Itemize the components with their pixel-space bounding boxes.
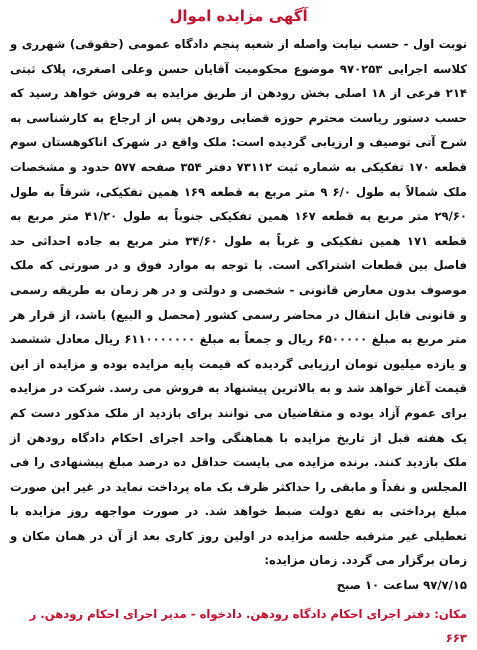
notice-footer: مکان: دفتر اجرای احکام دادگاه رودهن. دادخواه - مدیر اجرای احکام رودهن. ر ۶۶۳ xyxy=(29,606,467,645)
notice-body: نوبت اول - حسب نیابت واصله از شعبه پنجم دادگاه عمومی (حقوقی) شهرری و کلاسه اجرایی ۹۷۰۲۵۳ موضوع محکومیت آقایان حسن وعلی اصغری، پلاک ثبتی ۲۱۴ فرعی از ۱۸ اصلی بخش رودهن از طریق مزایده به فروش خواهد رسید که حسب دستور ریاست محترم حوزه قضایی رودهن پس از ارجاع به کارشناسی به شرح آتی توصیف و ارزیابی گردیده است: ملک واقع در شهرک اناکوهستان سوم قطعه ۱۷۰ تفکیکی به شماره ثبت ۷۳۱۱۲ دفتر ۳۵۴ صفحه ۵۷۷ حدود و مشخصات ملک شمالاً به طول ۶/۰ ۹ متر مربع به قطعه ۱۶۹ همین تفکیکی، شرقاً به طول ۲۹/۶۰ متر مربع به قطعه ۱۶۷ همین تفکیکی جنوباً به طول ۴۱/۲۰ متر مربع به قطعه ۱۷۱ همین تفکیکی و غرباً به طول ۳۴/۶۰ متر مربع به جاده احداثی حد فاصل بین قطعات اشتراکی است. با توجه به موارد فوق و در صورتی که ملک موصوف بدون معارض قانونی - شخصی و دولتی و در هر زمان به طریقه رسمی و قانونی قابل انتقال در محاضر رسمی کشور (محصل و البیع) باشد، از قرار هر متر مربع به مبلغ ۶۵۰۰۰۰۰ ریال و جمعاً به مبلغ ۶۱۱۰۰۰۰۰۰۰ ریال معادل ششصد و یازده میلیون تومان ارزیابی گردیده که قیمت پایه مزایده بوده و مزایده از این قیمت آغاز خواهد شد و به بالاترین پیشنهاد به فروش می رسد. شرکت در مزایده برای عموم آزاد بوده و متقاضیان می توانند برای بازدید از ملک مذکور دست کم یک هفته قبل از تاریخ مزایده با هماهنگی واحد اجرای احکام دادگاه رودهن از ملک بازدید کنند. برنده مزایده می بایست حداقل ده درصد مبلغ پیشنهادی را فی المجلس و نقداً و مابقی را حداکثر ظرف یک ماه پرداخت نماید در غیر این صورت مبلغ پرداختی به نفع دولت ضبط خواهد شد. در صورت مواجهه روز مزایده با تعطیلی غیر مترقبه جلسه مزایده در اولین روز کاری بعد از آن در همان مکان و زمان برگزار می گردد. زمان مزایده: xyxy=(10,37,468,568)
notice-title: آگهی مزایده اموال xyxy=(169,7,308,25)
notice-date: ۹۷/۷/۱۵ ساعت ۱۰ صبح xyxy=(336,578,467,593)
